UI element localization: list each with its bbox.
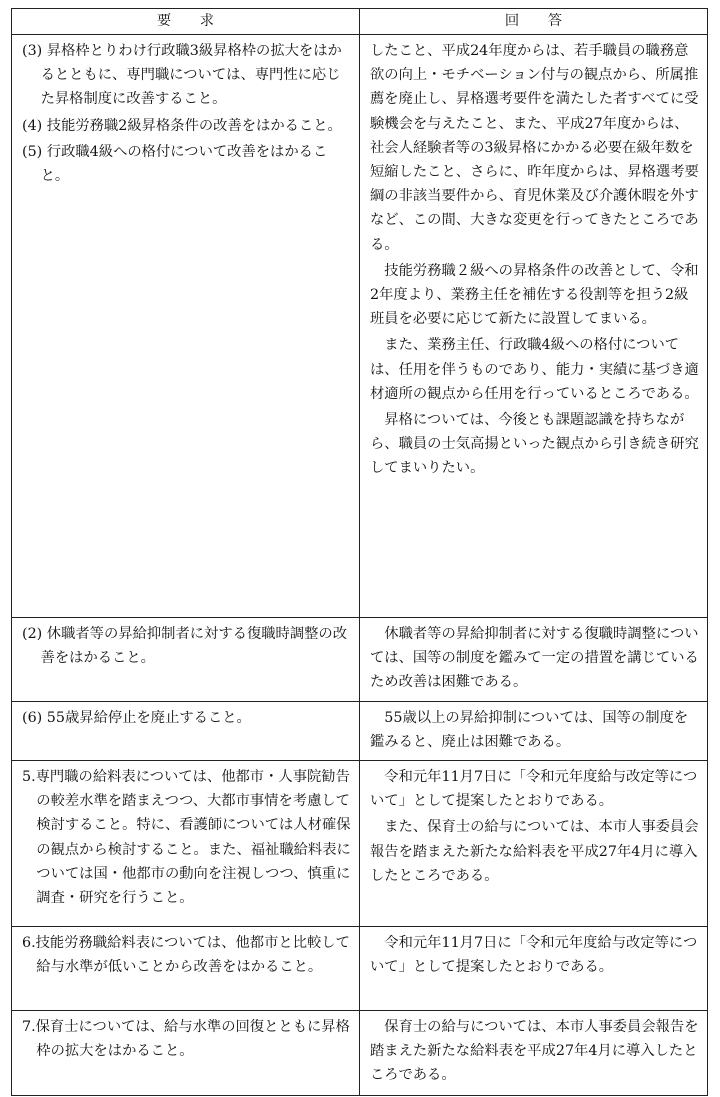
table-row xyxy=(12,701,708,760)
request-cell xyxy=(12,35,360,618)
table-row xyxy=(12,1011,708,1096)
request-cell xyxy=(12,701,360,760)
request-item-section-5: 5.専門職の給料表については、他都市・人事院勧告の較差水準を踏まえつつ、大都市事情を考慮して検討すること。特に、看護師については人材確保の観点から検討すること。また、福祉職給料表については国・他都市の動向を注視しつつ、慎重に調査・研究を行うこと。 xyxy=(22,769,351,907)
request-item-2: (2) 休職者等の昇給抑制者に対する復職時調整の改善をはかること。 xyxy=(22,626,348,667)
answer-cell xyxy=(360,1011,708,1096)
answer-paragraph: 技能労務職２級への昇格条件の改善として、令和2年度より、業務主任を補佐する役割等を担う2級班員を必要に応じて新たに設置してまいる。 xyxy=(370,262,699,328)
request-answer-table xyxy=(11,8,708,1096)
request-item-6: (6) 55歳昇給停止を廃止すること。 xyxy=(22,709,251,726)
answer-paragraph: また、保育士の給与については、本市人事委員会報告を踏まえた新たな給料表を平成27年4月に導入したところである。 xyxy=(370,819,699,884)
answer-paragraph: 令和元年11月7日に「令和元年度給与改定等について」として提案したとおりである。 xyxy=(370,769,698,810)
table-row xyxy=(12,927,708,1011)
answer-paragraph: 保育士の給与については、本市人事委員会報告を踏まえた新たな給料表を平成27年4月に導入したところである。 xyxy=(370,1019,699,1084)
request-column-header: 要 求 xyxy=(12,9,360,35)
request-item-section-6: 6.技能労務職給料表については、他都市と比較して給与水準が低いことから改善をはかること。 xyxy=(22,935,350,976)
request-item-section-7: 7.保育士については、給与水準の回復とともに昇格枠の拡大をはかること。 xyxy=(22,1019,350,1060)
answer-cell xyxy=(360,927,708,1011)
answer-paragraph: また、業務主任、行政職4級への格付については、任用を伴うものであり、能力・実績に基づき適材適所の観点から任用を行っているところである。 xyxy=(370,337,699,402)
request-item-3: (3) 昇格枠とりわけ行政職3級昇格枠の拡大をはかるとともに、専門職については、専門性に応じた昇格制度に改善すること。 xyxy=(22,43,342,108)
answer-cell xyxy=(360,761,708,927)
table-row xyxy=(12,761,708,927)
answer-paragraph: 昇格については、今後とも課題認識を持ちながら、職員の士気高揚といった観点から引き続き研究してまいりたい。 xyxy=(370,412,699,477)
answer-column-header: 回 答 xyxy=(360,9,708,35)
answer-paragraph: 55歳以上の昇給抑制については、国等の制度を鑑みると、廃止は困難である。 xyxy=(370,709,689,750)
request-item-5: (5) 行政職4級への格付について改善をはかること。 xyxy=(22,143,328,185)
table-row xyxy=(12,618,708,702)
answer-paragraph: 休職者等の昇給抑制者に対する復職時調整については、国等の制度を鑑みて一定の措置を講じているため改善は困難である。 xyxy=(370,626,699,691)
request-cell xyxy=(12,1011,360,1096)
request-cell xyxy=(12,618,360,702)
table-row xyxy=(12,35,708,618)
answer-paragraph: 令和元年11月7日に「令和元年度給与改定等について」として提案したとおりである。 xyxy=(370,935,698,976)
table-header-row xyxy=(12,9,708,35)
request-item-4: (4) 技能労務職2級昇格条件の改善をはかること。 xyxy=(22,117,342,134)
answer-cell xyxy=(360,618,708,702)
answer-paragraph: したこと、平成24年度からは、若手職員の職務意欲の向上・モチベーション付与の観点から、所属推薦を廃止し、昇格選考要件を満たした者すべてに受験機会を与えたこと、また、平成27年度からは、社会人経験者等の3級昇格にかかる必要在級年数を短縮したこと、さらに、昨年度からは、昇格選考要綱の非該当要件から、育児休業及び介護休暇を外すなど、この間、大きな変更を行ってきたところである。 xyxy=(370,43,699,253)
answer-cell xyxy=(360,701,708,760)
answer-cell xyxy=(360,35,708,618)
request-cell xyxy=(12,927,360,1011)
request-cell xyxy=(12,761,360,927)
